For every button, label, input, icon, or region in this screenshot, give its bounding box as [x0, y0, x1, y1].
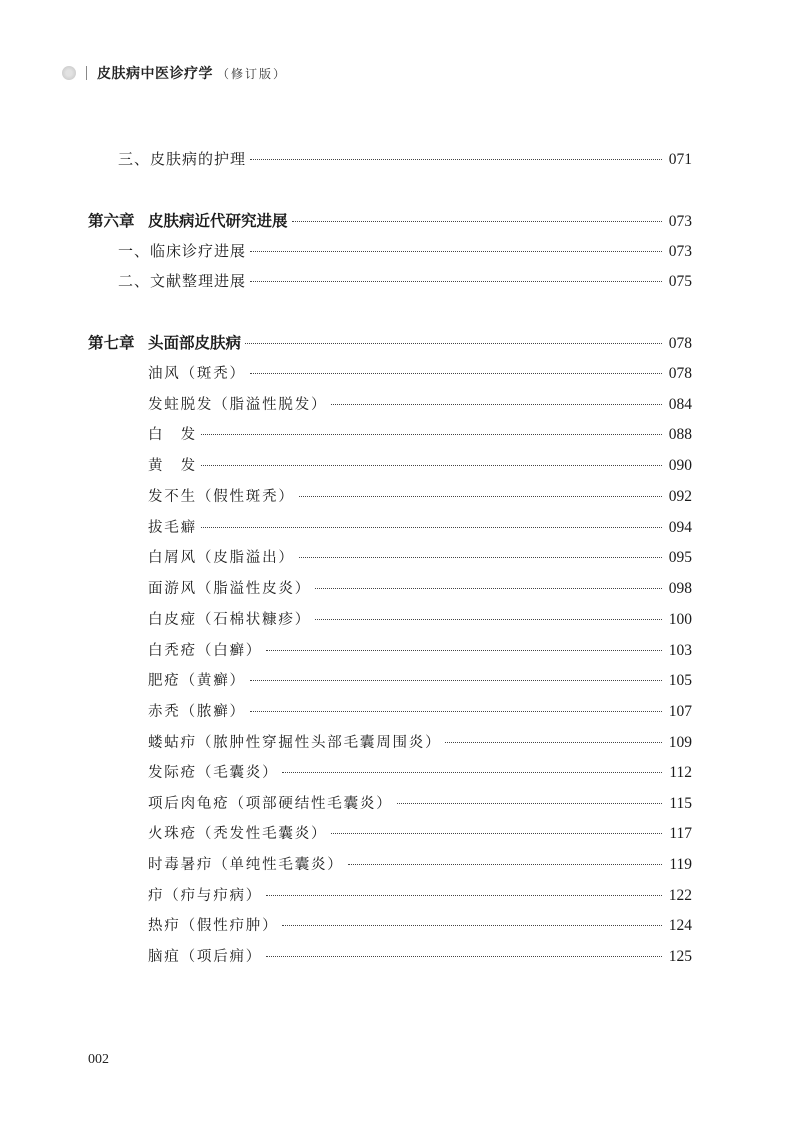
toc-chapter-7[interactable] — [88, 331, 692, 355]
chapter-number: 第七章 — [88, 333, 135, 352]
toc-entry[interactable] — [148, 639, 692, 663]
dot-leader — [266, 650, 662, 651]
toc-entry[interactable] — [148, 792, 692, 816]
toc-entry[interactable] — [148, 546, 692, 570]
toc-entry-page: 075 — [668, 273, 692, 290]
toc-entry-label: 白屑风（皮脂溢出） — [148, 550, 295, 566]
toc-entry-page: 107 — [668, 703, 692, 720]
toc-entry-label: 发蛀脱发（脂溢性脱发） — [148, 397, 328, 413]
toc-entry[interactable] — [118, 240, 692, 264]
dot-leader — [250, 159, 662, 160]
toc-entry-page: 109 — [668, 734, 692, 751]
toc-entry-page: 073 — [668, 243, 692, 260]
toc-entry-label: 面游风（脂溢性皮炎） — [148, 581, 311, 597]
toc-entry[interactable] — [148, 516, 692, 540]
toc-entry-page: 073 — [668, 213, 692, 230]
dot-leader — [201, 465, 662, 466]
toc-entry[interactable] — [118, 270, 692, 294]
book-title: 皮肤病中医诊疗学 — [97, 66, 213, 82]
toc-entry-label: 一、临床诊疗进展 — [118, 242, 247, 260]
toc-entry[interactable] — [148, 423, 692, 447]
toc-entry-page: 078 — [668, 335, 692, 352]
dot-leader — [397, 803, 663, 804]
toc-entry-label: 白秃疮（白癣） — [148, 643, 263, 659]
toc-entry[interactable] — [148, 577, 692, 601]
toc-entry-page: 071 — [668, 151, 692, 168]
toc-entry-page: 122 — [668, 887, 692, 904]
toc-entry-label: 发不生（假性斑秃） — [148, 489, 295, 505]
toc-entry-page: 103 — [668, 642, 692, 659]
toc-entry[interactable] — [118, 148, 692, 172]
toc-entry-label: 拔毛癖 — [148, 520, 197, 536]
toc-entry[interactable] — [148, 914, 692, 938]
toc-entry[interactable] — [148, 853, 692, 877]
dot-leader — [315, 588, 662, 589]
toc-entry-label: 白 发 — [148, 427, 197, 443]
toc-entry[interactable] — [148, 731, 692, 755]
toc-entry[interactable] — [148, 761, 692, 785]
dot-leader — [315, 619, 662, 620]
toc-entry-label: 肥疮（黄癣） — [148, 673, 246, 689]
toc-entry-label: 火珠疮（秃发性毛囊炎） — [148, 826, 328, 842]
dot-leader — [282, 772, 662, 773]
dot-leader — [201, 434, 662, 435]
toc-entry-page: 092 — [668, 488, 692, 505]
toc-entry[interactable] — [148, 393, 692, 417]
toc-entry[interactable] — [148, 700, 692, 724]
toc-entry-label: 热疖（假性疖肿） — [148, 918, 279, 934]
page-number: 002 — [88, 1052, 109, 1067]
toc-entry-page: 090 — [668, 457, 692, 474]
toc-entry-label: 赤秃（脓癣） — [148, 704, 246, 720]
toc-entry-label: 疖（疖与疖病） — [148, 888, 263, 904]
toc-entry[interactable] — [148, 454, 692, 478]
toc-entry-label: 时毒暑疖（单纯性毛囊炎） — [148, 857, 344, 873]
toc-entry-page: 112 — [669, 764, 692, 781]
toc-entry-page: 124 — [668, 917, 692, 934]
toc-entry[interactable] — [148, 669, 692, 693]
dot-leader — [245, 343, 662, 344]
toc-entry-page: 094 — [668, 519, 692, 536]
dot-leader — [348, 864, 662, 865]
toc-entry-page: 095 — [668, 549, 692, 566]
dot-leader — [250, 281, 662, 282]
dot-leader — [201, 527, 662, 528]
toc-entry-label: 脑疽（项后痈） — [148, 949, 263, 965]
toc-entry-page: 117 — [669, 825, 692, 842]
toc-entry-label: 蝼蛄疖（脓肿性穿掘性头部毛囊周围炎） — [148, 735, 442, 751]
toc-entry-page: 115 — [669, 795, 692, 812]
toc-entry-label: 发际疮（毛囊炎） — [148, 765, 279, 781]
chapter-title: 皮肤病近代研究进展 — [148, 211, 288, 230]
toc-entry-page: 125 — [668, 948, 692, 965]
toc-entry[interactable] — [148, 362, 692, 386]
chapter-number: 第六章 — [88, 211, 135, 230]
toc-entry-page: 100 — [668, 611, 692, 628]
dot-leader — [299, 496, 662, 497]
toc-entry-page: 105 — [668, 672, 692, 689]
toc-entry-page: 078 — [668, 365, 692, 382]
book-emblem-icon — [62, 66, 76, 80]
toc-entry-label: 油风（斑秃） — [148, 366, 246, 382]
toc-entry-label: 三、皮肤病的护理 — [118, 150, 247, 168]
book-edition: （修订版） — [217, 66, 288, 81]
toc-entry-label: 二、文献整理进展 — [118, 272, 247, 290]
toc-chapter-6[interactable] — [88, 209, 692, 233]
chapter-title: 头面部皮肤病 — [148, 333, 242, 352]
dot-leader — [250, 251, 662, 252]
toc-entry-page: 098 — [668, 580, 692, 597]
dot-leader — [250, 680, 662, 681]
dot-leader — [250, 373, 662, 374]
toc-entry[interactable] — [148, 608, 692, 632]
toc-entry[interactable] — [148, 485, 692, 509]
toc-entry-label: 项后肉龟疮（项部硬结性毛囊炎） — [148, 796, 393, 812]
toc-entry-page: 119 — [669, 856, 692, 873]
dot-leader — [266, 956, 662, 957]
toc-entry-label: 白皮痖（石棉状糠疹） — [148, 612, 311, 628]
toc-entry-page: 088 — [668, 426, 692, 443]
dot-leader — [331, 404, 662, 405]
dot-leader — [445, 742, 662, 743]
dot-leader — [266, 895, 662, 896]
dot-leader — [282, 925, 662, 926]
toc-entry-label: 黄 发 — [148, 458, 197, 474]
dot-leader — [299, 557, 662, 558]
toc-entry[interactable] — [148, 822, 692, 846]
dot-leader — [292, 221, 662, 222]
toc-entry-page: 084 — [668, 396, 692, 413]
dot-leader — [331, 833, 662, 834]
running-header — [62, 62, 287, 84]
toc-entry[interactable] — [148, 945, 692, 969]
dot-leader — [250, 711, 662, 712]
toc-entry[interactable] — [148, 884, 692, 908]
header-divider — [86, 66, 87, 80]
